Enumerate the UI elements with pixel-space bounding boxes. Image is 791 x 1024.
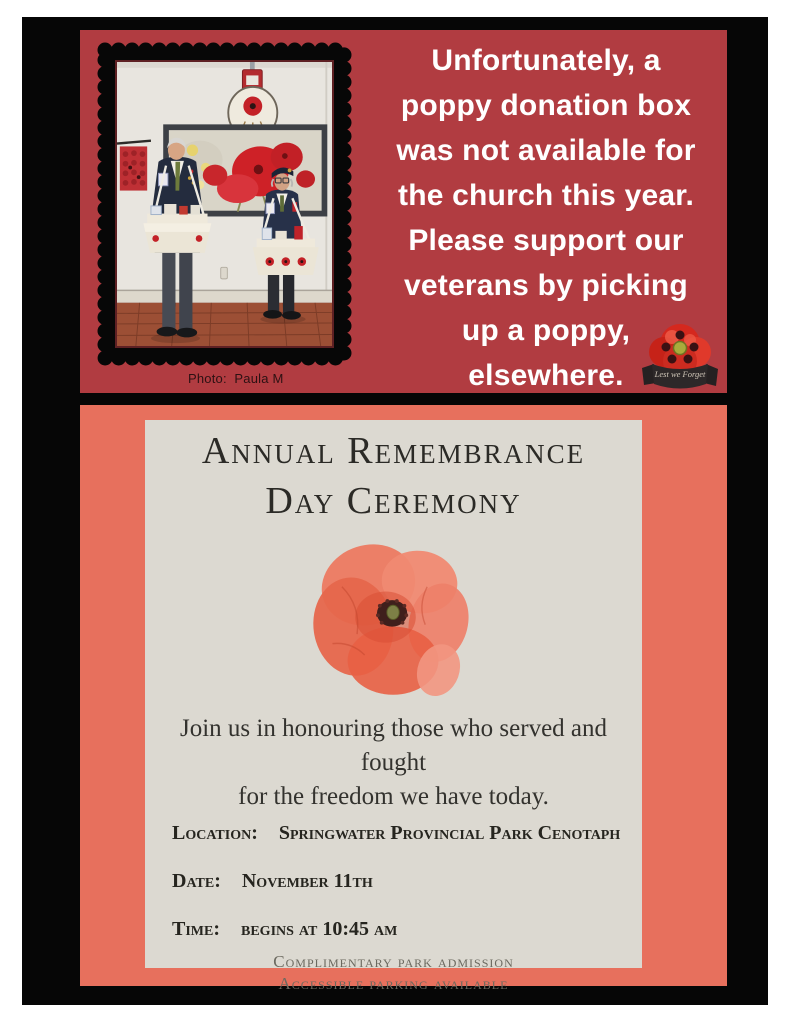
intro-line1: Join us in honouring those who served and fought: [179, 715, 608, 776]
flyer-title-line2: Day Ceremony: [265, 480, 522, 522]
notice-panel: [80, 30, 727, 393]
message-line: veterans by picking: [404, 269, 688, 302]
intro-line2: for the freedom we have today.: [238, 783, 549, 810]
black-frame: [22, 17, 768, 1005]
flyer-footer: [145, 951, 642, 995]
detail-value: November 11th: [241, 870, 373, 892]
message-line: elsewhere.: [468, 359, 624, 392]
flyer-intro: [145, 712, 642, 814]
detail-row-time: [172, 919, 642, 939]
detail-value: begins at 10:45 am: [241, 918, 398, 940]
flyer-title: [145, 426, 642, 526]
detail-row-date: [172, 871, 642, 891]
poppy-illustration: [289, 530, 499, 708]
photo-scene: [117, 62, 332, 346]
footer-line1: Complimentary park admission: [273, 952, 514, 971]
message-line: Please support our: [408, 224, 684, 257]
detail-row-location: [172, 823, 642, 843]
footer-line2: Accessible parking available: [278, 974, 509, 993]
message-line: the church this year.: [398, 179, 694, 212]
ribbon-text: Lest we Forget: [654, 369, 706, 379]
flyer-title-line1: Annual Remembrance: [201, 430, 586, 472]
flyer-panel: [80, 405, 727, 993]
detail-value: Springwater Provincial Park Cenotaph: [278, 822, 621, 844]
baseboard: [117, 290, 332, 302]
message-line: Unfortunately, a: [431, 44, 661, 77]
poppy-quilt: [117, 141, 151, 191]
poppy-badge-icon: [639, 311, 721, 391]
detail-label: Date:: [172, 870, 221, 892]
framed-photo: [93, 38, 356, 370]
photo-credit: Photo: Paula M: [188, 371, 284, 386]
tile-floor: [117, 303, 332, 346]
detail-label: Time:: [172, 918, 220, 940]
flyer: [145, 420, 642, 993]
detail-label: Location:: [172, 822, 258, 844]
message-line: was not available for: [396, 134, 696, 167]
message-line: poppy donation box: [400, 89, 692, 122]
message-line: up a poppy,: [461, 314, 631, 347]
flyer-details: [145, 823, 642, 939]
light-switch: [221, 267, 228, 279]
